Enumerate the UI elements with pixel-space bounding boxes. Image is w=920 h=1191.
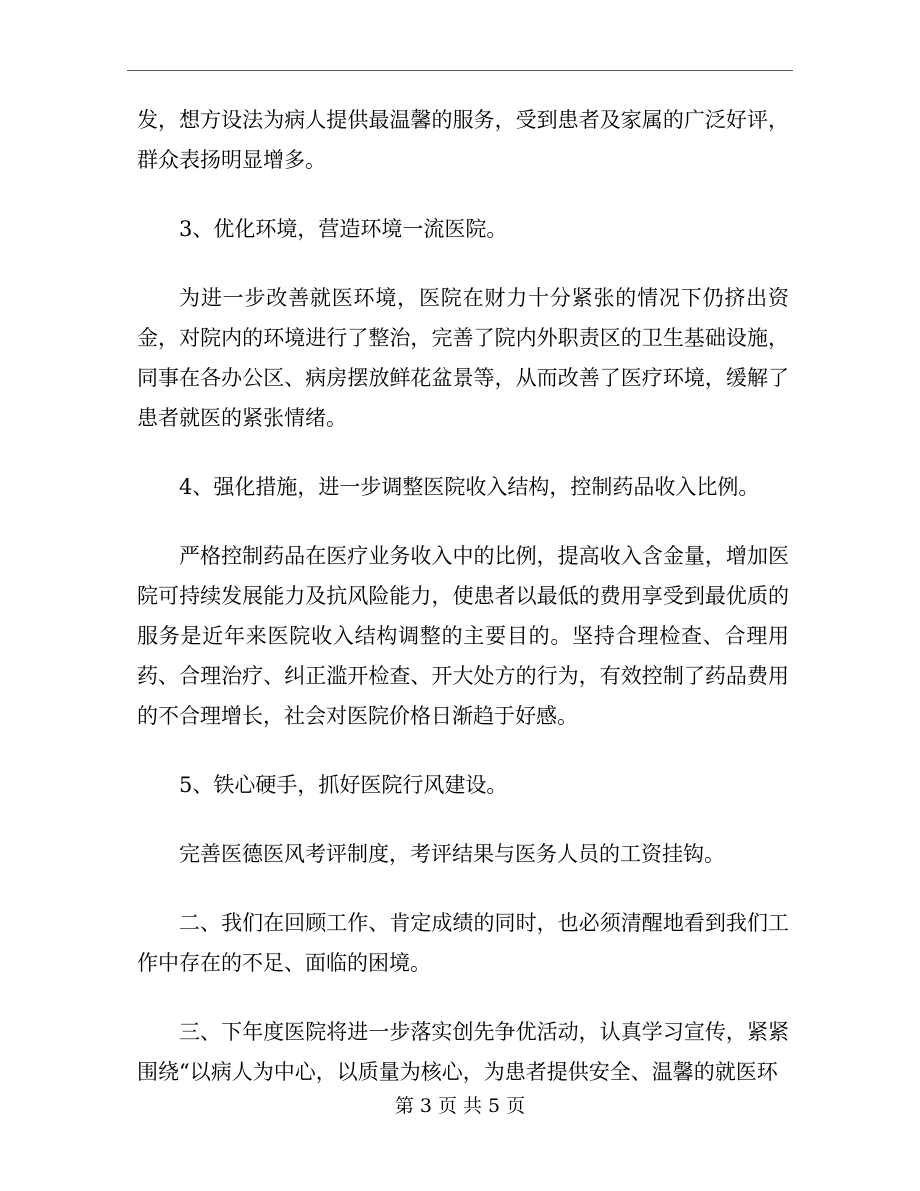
page-footer — [0, 1092, 920, 1120]
paragraph-continuation: 发，想方设法为病人提供最温馨的服务，受到患者及家属的广泛好评，群众表扬明显增多。 — [137, 108, 789, 172]
document-body — [137, 100, 789, 1121]
heading-5-conduct: 5、铁心硬手，抓好医院行风建设。 — [179, 773, 508, 797]
section-2-shortcomings: 二、我们在回顾工作、肯定成绩的同时，也必须清醒地看到我们工作中存在的不足、面临的困境。 — [137, 911, 789, 975]
page-number: 第 3 页 共 5 页 — [394, 1095, 526, 1117]
paragraph-evaluation: 完善医德医风考评制度，考评结果与医务人员的工资挂钩。 — [179, 842, 725, 866]
paragraph-environment: 为进一步改善就医环境，医院在财力十分紧张的情况下仍挤出资金，对院内的环境进行了整治，完善了院内外职责区的卫生基础设施，同事在各办公区、病房摆放鲜花盆景等，从而改善了医疗环境，缓解了患者就医的紧张情绪。 — [137, 286, 789, 430]
section-3-next-year: 三、下年度医院将进一步落实创先争优活动，认真学习宣传，紧紧围绕“以病人为中心，以质量为核心，为患者提供安全、温馨的就医环 — [137, 1020, 789, 1084]
heading-3-optimize-environment: 3、优化环境，营造环境一流医院。 — [179, 217, 508, 241]
header-rule — [127, 70, 793, 71]
heading-4-income-structure: 4、强化措施，进一步调整医院收入结构，控制药品收入比例。 — [179, 475, 760, 499]
paragraph-drug-control: 严格控制药品在医疗业务收入中的比例，提高收入含金量，增加医院可持续发展能力及抗风险能力，使患者以最低的费用享受到最优质的服务是近年来医院收入结构调整的主要目的。坚持合理检查、合理用药、合理治疗、纠正滥开检查、开大处方的行为，有效控制了药品费用的不合理增长，社会对医院价格日渐趋于好感。 — [137, 544, 789, 728]
